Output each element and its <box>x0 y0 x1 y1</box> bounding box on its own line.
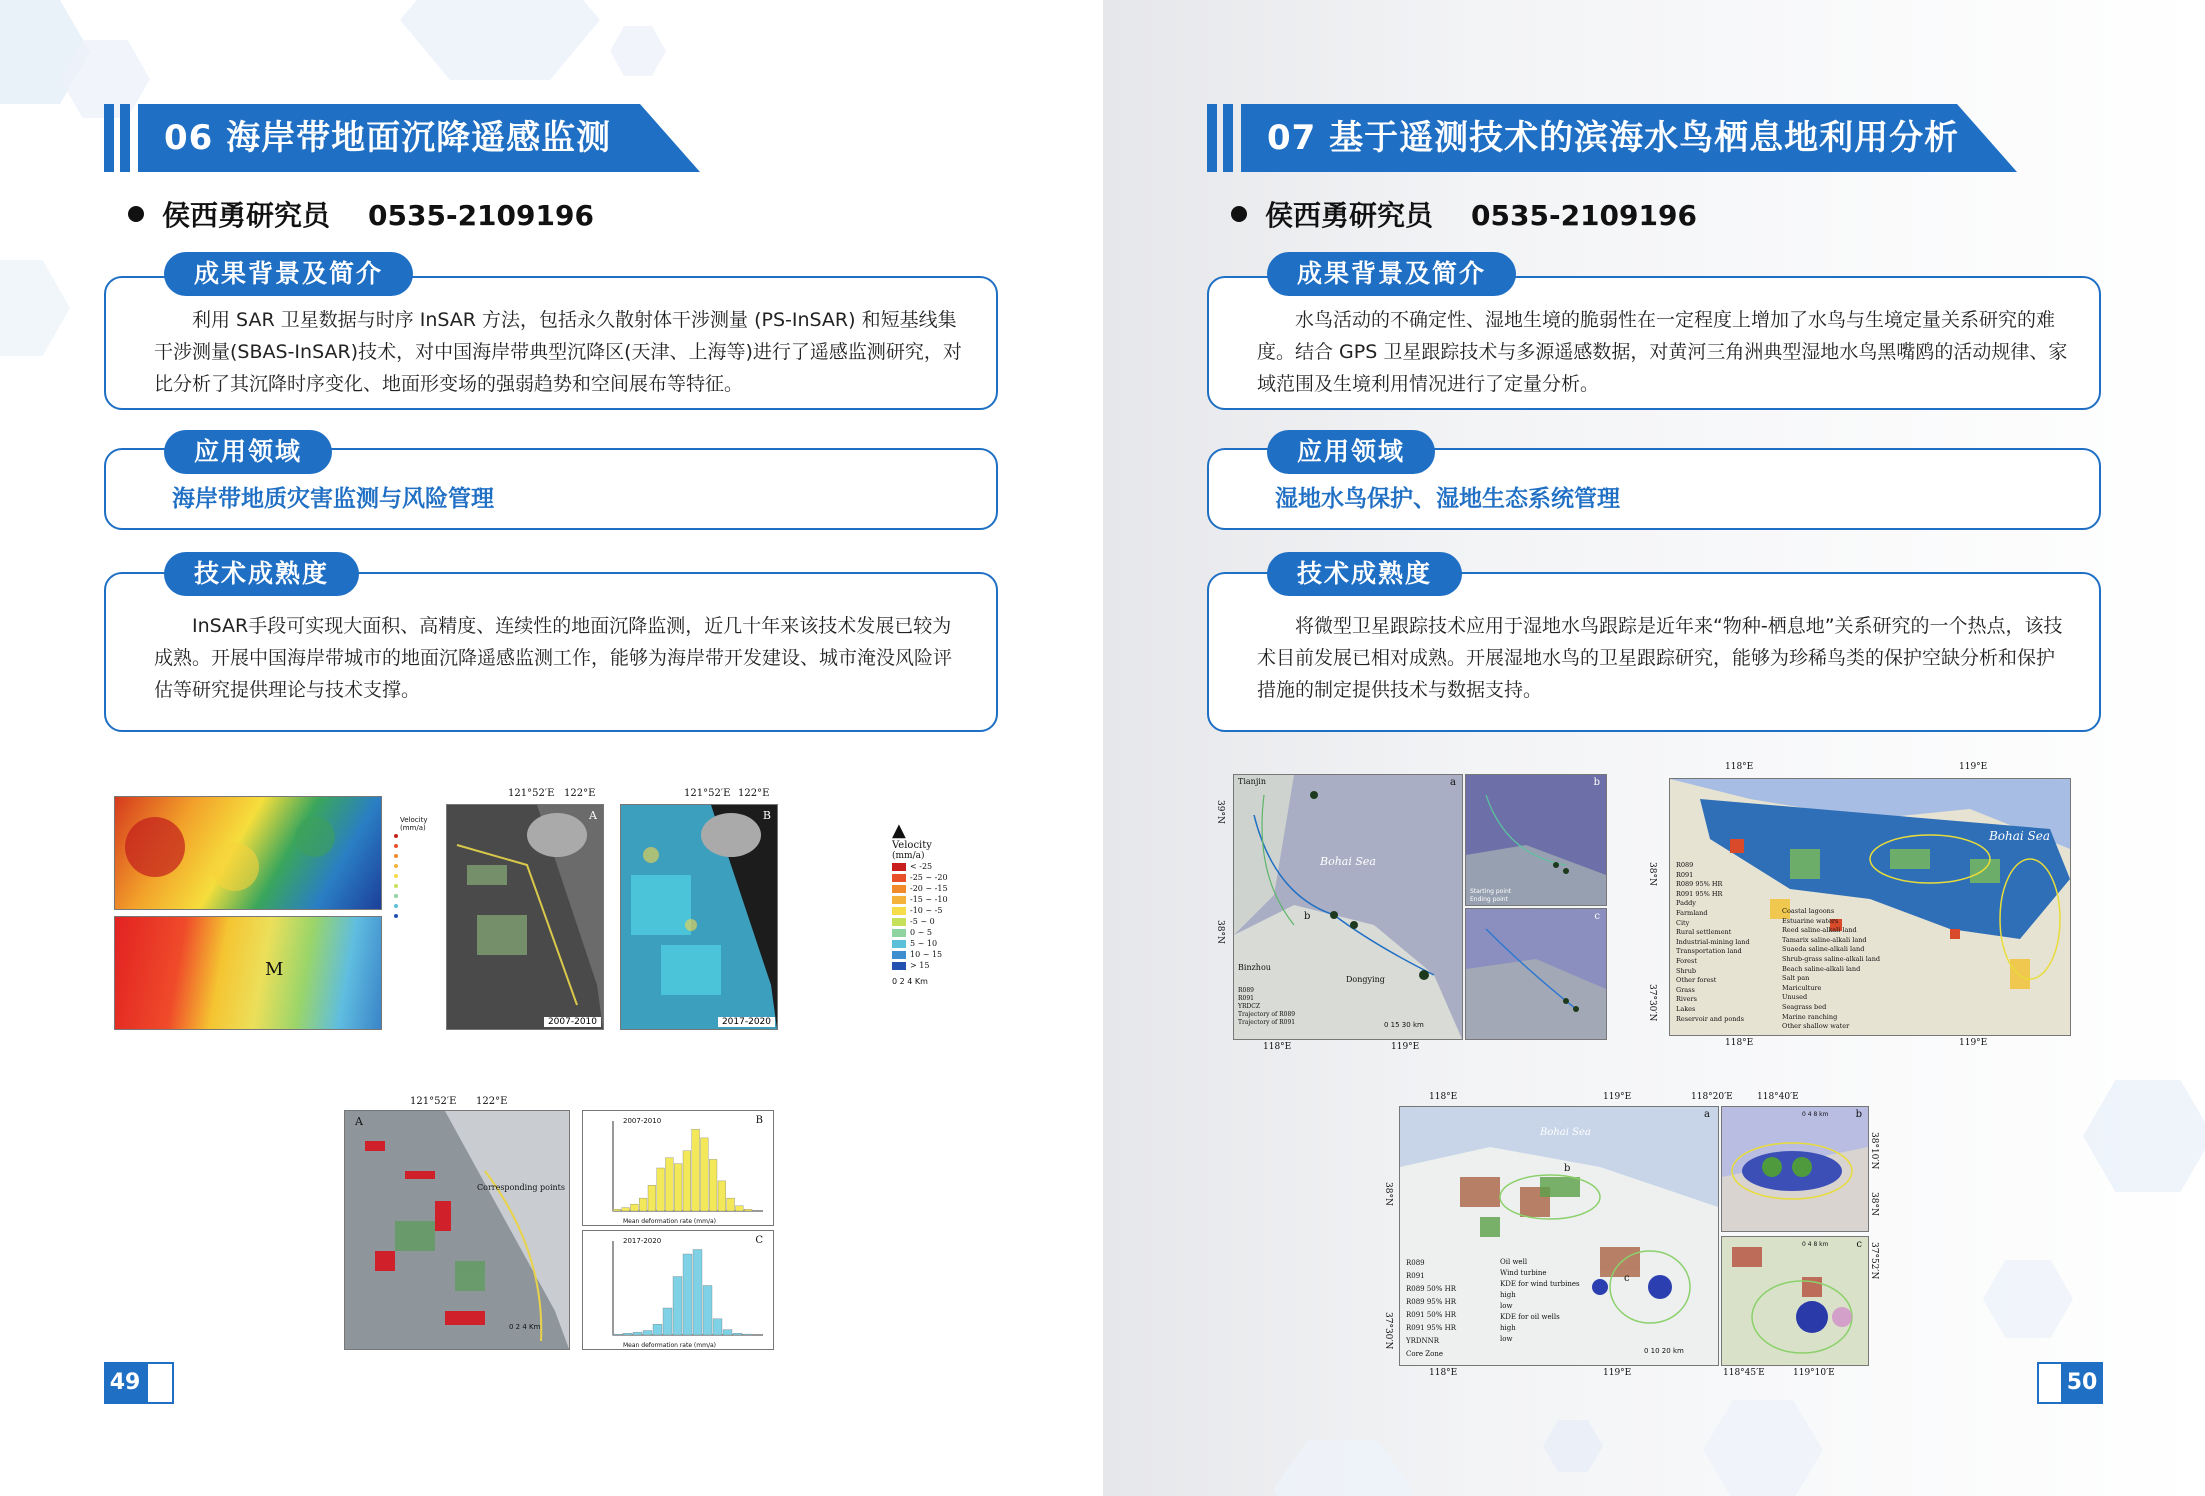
maturity-tag: 技术成熟度 <box>164 552 359 596</box>
x-axis-label: Mean deformation rate (mm/a) <box>623 1342 716 1349</box>
legend-item: Tamarix saline-alkali land <box>1782 935 1867 944</box>
histogram-bar <box>701 1138 709 1211</box>
histogram-bar <box>733 1333 742 1335</box>
lon-label: 121°52′E <box>684 788 731 799</box>
figure-trajectories <box>1215 770 1600 1060</box>
section-title-bar <box>1207 104 2017 172</box>
trajectory-inset-b <box>1465 774 1607 906</box>
mini-legend-title: Velocity (mm/a) <box>400 816 428 832</box>
legend-item: Beach saline-alkali land <box>1782 964 1861 973</box>
maturity-text: InSAR手段可实现大面积、高精度、连续性的地面沉降监测，近几十年来该技术发展已较为成熟。开展中国海岸带城市的地面沉降遥感监测工作，能够为海岸带开发建设、城市淹没风险评估等研究提供理论与技术支撑。 <box>154 615 953 701</box>
background-tag: 成果背景及简介 <box>1267 252 1516 296</box>
scale-bar: 0 10 20 km <box>1644 1347 1684 1355</box>
subsidence-map-a <box>446 804 604 1030</box>
histogram-bar <box>613 1209 621 1211</box>
histogram-bar <box>639 1198 647 1211</box>
legend-label: -15 ~ -10 <box>910 895 948 904</box>
legend-item: Rivers <box>1676 995 1697 1004</box>
histogram-bar <box>723 1330 732 1335</box>
legend-label: -25 ~ -20 <box>910 873 948 882</box>
legend-swatch <box>892 940 906 948</box>
legend-item: R091 <box>1676 870 1694 879</box>
legend-item: City <box>1676 918 1690 927</box>
legend-item: R091 <box>1406 1272 1425 1280</box>
contact-line <box>1231 194 1697 234</box>
scale-bar: 0 4 8 km <box>1802 1241 1829 1248</box>
legend-swatch <box>892 907 906 915</box>
panel-label: b <box>1593 777 1600 788</box>
legend-item: Oil well <box>1500 1258 1528 1266</box>
legend-label: > 15 <box>910 961 930 970</box>
legend-item: low <box>1500 1335 1513 1343</box>
corresponding-points-label: Corresponding points <box>477 1183 565 1192</box>
section-title-bar <box>104 104 700 172</box>
panel-label: B <box>755 1115 763 1126</box>
lon-label: 118°E <box>1725 762 1754 772</box>
place-label: Binzhou <box>1238 963 1271 972</box>
lat-label: 38°N <box>1215 920 1225 944</box>
kde-legend-2 <box>1500 1257 1580 1345</box>
legend-item: R089 50% HR <box>1406 1285 1457 1293</box>
x-axis-label: Mean deformation rate (mm/a) <box>623 1218 716 1225</box>
legend-label: 10 ~ 15 <box>910 950 943 959</box>
lon-label: 118°40′E <box>1757 1092 1799 1102</box>
legend-item: KDE for oil wells <box>1500 1313 1560 1321</box>
background-tag: 成果背景及简介 <box>164 252 413 296</box>
researcher-name: 侯西勇研究员 <box>162 199 331 232</box>
histogram-2017-2020 <box>582 1230 774 1350</box>
sea-label: Bohai Sea <box>1320 855 1376 868</box>
histogram-bar <box>709 1159 717 1211</box>
histogram-bar <box>727 1198 735 1211</box>
legend-item: KDE for wind turbines <box>1500 1280 1580 1288</box>
legend-item: R089 95% HR <box>1406 1298 1457 1306</box>
legend-item: Paddy <box>1676 899 1696 908</box>
legend-item: Marine ranching <box>1782 1012 1838 1021</box>
inset-label-m: M <box>265 959 284 980</box>
legend-items <box>892 861 992 971</box>
histogram-bar <box>643 1331 652 1336</box>
legend-unit: (mm/a) <box>892 851 925 861</box>
page-number <box>104 1362 170 1404</box>
lat-label: 38°N <box>1647 862 1657 886</box>
panel-label: A <box>355 1115 363 1128</box>
lon-label: 118°45′E <box>1723 1368 1765 1378</box>
application-tag: 应用领域 <box>1267 430 1435 474</box>
legend-item: Grass <box>1676 985 1695 994</box>
legend-item: Estuarine waters <box>1782 916 1839 925</box>
land-cover-legend-1 <box>1676 861 1750 1024</box>
kde-legend-1 <box>1406 1257 1456 1361</box>
trajectory-legend <box>1238 987 1295 1027</box>
histogram-bar <box>673 1277 682 1336</box>
lat-label: 37°30′N <box>1383 1312 1393 1350</box>
legend-item <box>892 949 992 960</box>
legend-label: -10 ~ -5 <box>910 906 943 915</box>
legend-item: Trajectory of R089 <box>1238 1011 1296 1018</box>
histogram-bar <box>666 1158 674 1211</box>
legend-item: R089 95% HR <box>1676 880 1723 889</box>
legend-label: 0 ~ 5 <box>910 928 932 937</box>
legend-item: Forest <box>1676 956 1697 965</box>
histogram-bar <box>718 1181 726 1211</box>
decor-hex <box>610 26 666 76</box>
legend-item <box>892 927 992 938</box>
legend-item: R089 <box>1676 861 1694 869</box>
corresponding-points-map <box>344 1110 570 1350</box>
legend-entry: 2017-2020 <box>623 1237 662 1245</box>
sea-label: Bohai Sea <box>1540 1127 1591 1138</box>
place-label: Dongying <box>1346 975 1385 984</box>
application-tag: 应用领域 <box>164 430 332 474</box>
histogram-bar <box>633 1332 642 1335</box>
velocity-legend <box>892 822 992 1022</box>
figure-kde <box>1363 1092 1883 1382</box>
lon-label: 118°E <box>1263 1042 1292 1052</box>
legend-entry: Ending point <box>1470 896 1508 903</box>
lat-label: 38°10′N <box>1869 1132 1879 1170</box>
histogram-bar <box>703 1286 712 1336</box>
legend-item <box>892 883 992 894</box>
lat-label: 38°N <box>1383 1182 1393 1206</box>
inset-label: b <box>1564 1163 1571 1174</box>
legend-item: Transportation land <box>1676 947 1742 956</box>
mini-legend <box>390 816 438 936</box>
legend-label: 5 ~ 10 <box>910 939 938 948</box>
legend-entry: 2007-2010 <box>623 1117 662 1125</box>
panel-label: C <box>755 1235 763 1246</box>
legend-item: Farmland <box>1676 908 1708 917</box>
legend-item: Trajectory of R091 <box>1238 1019 1296 1026</box>
legend-item: YRDNNR <box>1406 1337 1440 1345</box>
legend-item: Other shallow water <box>1782 1022 1850 1031</box>
lon-label: 121°52′E <box>410 1096 457 1107</box>
legend-item: Suaeda saline-alkali land <box>1782 945 1865 954</box>
legend-item: R089 <box>1406 1259 1425 1267</box>
kde-map-b <box>1721 1106 1869 1232</box>
decor-hex <box>1703 1400 1823 1496</box>
lat-label: 37°52′N <box>1869 1242 1879 1280</box>
lon-label: 119°E <box>1959 762 1988 772</box>
maturity-text: 将微型卫星跟踪技术应用于湿地水鸟跟踪是近年来“物种-栖息地”关系研究的一个热点，该技术目前发展已相对成熟。开展湿地水鸟的卫星跟踪研究，能够为珍稀鸟类的保护空缺分析和保护措施的制定提供技术与数据支持。 <box>1257 615 2063 701</box>
legend-item: Reservoir and ponds <box>1676 1014 1744 1023</box>
researcher-name: 侯西勇研究员 <box>1265 199 1434 232</box>
lon-label: 122°E <box>564 788 596 799</box>
legend-swatch <box>892 918 906 926</box>
subsidence-map-b <box>620 804 778 1030</box>
legend-item: YRDCZ <box>1238 1003 1261 1010</box>
background-text: 利用 SAR 卫星数据与时序 InSAR 方法，包括永久散射体干涉测量 (PS-InSAR) 和短基线集干涉测量(SBAS-InSAR)技术，对中国海岸带典型沉降区(天津、上海等)进行了遥感监测研究，对比分析了其沉降时序变化、地面形变场的强弱趋势和空间展布等特征。 <box>154 309 962 395</box>
legend-item: low <box>1500 1302 1513 1310</box>
trajectory-inset-c <box>1465 908 1607 1040</box>
legend-item: R089 <box>1238 987 1254 994</box>
bullet-icon <box>128 206 144 222</box>
legend-item <box>892 861 992 872</box>
legend-swatch <box>892 896 906 904</box>
application-text: 湿地水鸟保护、湿地生态系统管理 <box>1275 486 1620 512</box>
histogram-bar <box>683 1151 691 1211</box>
lat-label: 37°30′N <box>1647 984 1657 1022</box>
lon-label: 119°E <box>1603 1368 1632 1378</box>
legend-item: Reed saline-alkali land <box>1782 926 1857 935</box>
application-text: 海岸带地质灾害监测与风险管理 <box>172 486 494 512</box>
legend-item: R091 95% HR <box>1406 1324 1457 1332</box>
legend-item: high <box>1500 1291 1516 1299</box>
land-cover-map <box>1669 778 2071 1036</box>
north-arrow-icon: ▲ <box>892 820 906 841</box>
legend-item: Mariculture <box>1782 983 1822 992</box>
legend-item <box>892 960 992 971</box>
panel-label: c <box>1856 1239 1862 1250</box>
histogram-bar <box>631 1204 639 1211</box>
legend-swatch <box>892 863 906 871</box>
decor-hex <box>400 0 600 80</box>
histogram-bar <box>743 1334 752 1335</box>
legend-label: < -25 <box>910 862 933 871</box>
lat-label: 39°N <box>1215 800 1225 824</box>
section-title: 07 基于遥测技术的滨海水鸟栖息地利用分析 <box>1267 118 1960 158</box>
histogram-bar <box>713 1319 722 1335</box>
legend-item: Shrub-grass saline-alkali land <box>1782 954 1881 963</box>
period-label: 2007-2010 <box>544 1017 601 1027</box>
panel-label: a <box>1704 1109 1710 1120</box>
maturity-tag: 技术成熟度 <box>1267 552 1462 596</box>
land-cover-legend-2 <box>1782 907 1880 1032</box>
legend-item <box>892 905 992 916</box>
legend-item: Unused <box>1782 993 1808 1002</box>
histogram-bar <box>623 1333 632 1335</box>
legend-item: Coastal lagoons <box>1782 907 1835 915</box>
lon-label: 122°E <box>738 788 770 799</box>
panel-label: B <box>762 809 771 822</box>
contact-line <box>128 194 594 234</box>
histogram-bar <box>674 1164 682 1211</box>
figure-land-cover <box>1633 762 2107 1052</box>
histogram-bar <box>736 1206 744 1211</box>
histogram-bar <box>692 1129 700 1211</box>
background-text: 水鸟活动的不确定性、湿地生境的脆弱性在一定程度上增加了水鸟与生境定量关系研究的难度。结合 GPS 卫星跟踪技术与多源遥感数据，对黄河三角洲典型湿地水鸟黑嘴鸥的活动规律、家域范围及生境利用情况进行了定量分析。 <box>1257 309 2068 395</box>
phone-number: 0535-2109196 <box>368 199 594 232</box>
legend-item: Rural settlement <box>1676 928 1732 937</box>
decor-hex <box>1543 1420 1603 1472</box>
scale-bar: 0 2 4 Km <box>892 977 928 986</box>
legend-item: Wind turbine <box>1500 1269 1547 1277</box>
panel-label: a <box>1450 777 1456 788</box>
lon-label: 118°E <box>1725 1038 1754 1048</box>
bullet-icon <box>1231 206 1247 222</box>
histogram-bar <box>657 1168 665 1211</box>
legend-entry: Starting point <box>1470 888 1512 895</box>
legend-item <box>892 894 992 905</box>
maturity-box <box>104 572 998 732</box>
lon-label: 119°E <box>1959 1038 1988 1048</box>
lon-label: 122°E <box>476 1096 508 1107</box>
panel-label: c <box>1594 911 1600 922</box>
kde-map-c <box>1721 1236 1869 1366</box>
panel-label: b <box>1855 1109 1862 1120</box>
legend-item: Salt pan <box>1782 974 1810 983</box>
scale-bar: 0 2 4 Km <box>509 1323 541 1331</box>
histogram-bar <box>613 1334 622 1335</box>
lat-label: 38°N <box>1869 1192 1879 1216</box>
legend-swatch <box>892 874 906 882</box>
panel-label: A <box>589 809 597 822</box>
legend-item: Seagrass bed <box>1782 1002 1827 1011</box>
histogram-bar <box>653 1324 662 1335</box>
legend-item: Other forest <box>1676 976 1717 985</box>
lon-label: 119°10′E <box>1793 1368 1835 1378</box>
legend-label: -5 ~ 0 <box>910 917 935 926</box>
page-number-value: 50 <box>2061 1362 2103 1404</box>
decor-hex <box>1983 1260 2073 1338</box>
histogram-bar <box>622 1208 630 1211</box>
figure-histograms <box>320 1096 770 1352</box>
legend-title: Velocity <box>892 840 932 851</box>
legend-item: high <box>1500 1324 1516 1332</box>
histogram-bar <box>744 1209 752 1211</box>
place-label: Tianjin <box>1238 777 1267 786</box>
legend-swatch <box>892 951 906 959</box>
legend-item: R091 95% HR <box>1676 889 1723 898</box>
histogram-bar <box>663 1308 672 1335</box>
legend-item: Shrub <box>1676 966 1697 975</box>
histogram-2007-2010 <box>582 1110 774 1226</box>
legend-item: R091 50% HR <box>1406 1311 1457 1319</box>
section-title: 06 海岸带地面沉降遥感监测 <box>164 118 612 158</box>
velocity-map-top <box>114 796 382 910</box>
lon-label: 121°52′E <box>508 788 555 799</box>
page-number-value: 49 <box>104 1362 146 1404</box>
trajectory-map-a <box>1233 774 1463 1040</box>
maturity-box <box>1207 572 2101 732</box>
kde-map-a <box>1399 1106 1719 1366</box>
decor-hex <box>0 260 70 356</box>
legend-label: -20 ~ -15 <box>910 884 948 893</box>
sea-label: Bohai Sea <box>1988 829 2050 843</box>
lon-label: 118°E <box>1429 1092 1458 1102</box>
velocity-map-bottom <box>114 916 382 1030</box>
legend-item: Industrial-mining land <box>1676 937 1750 946</box>
legend-swatch <box>892 885 906 893</box>
legend-swatch <box>892 962 906 970</box>
lon-label: 119°E <box>1391 1042 1420 1052</box>
figure-velocity-maps <box>108 786 998 1036</box>
legend-swatch <box>892 929 906 937</box>
decor-hex <box>1273 1440 1413 1496</box>
lon-label: 118°20′E <box>1691 1092 1733 1102</box>
lon-label: 119°E <box>1603 1092 1632 1102</box>
decor-hex <box>2083 1080 2205 1192</box>
legend-item <box>892 916 992 927</box>
background-box <box>1207 276 2101 410</box>
inset-label: c <box>1624 1273 1630 1284</box>
period-label: 2017-2020 <box>718 1017 775 1027</box>
legend-item <box>892 872 992 883</box>
legend-item <box>892 938 992 949</box>
right-page <box>1103 0 2205 1496</box>
histogram-bar <box>683 1254 692 1335</box>
phone-number: 0535-2109196 <box>1471 199 1697 232</box>
legend-item: Lakes <box>1676 1004 1696 1013</box>
inset-label: b <box>1304 911 1311 922</box>
histogram-bar <box>648 1185 656 1211</box>
scale-bar: 0 4 8 km <box>1802 1111 1829 1118</box>
legend-item: R091 <box>1238 995 1254 1002</box>
background-box <box>104 276 998 410</box>
scale-bar: 0 15 30 km <box>1384 1021 1424 1029</box>
page-number <box>2037 1362 2103 1404</box>
legend-item: Core Zone <box>1406 1350 1444 1358</box>
histogram-bar <box>693 1250 702 1336</box>
lon-label: 118°E <box>1429 1368 1458 1378</box>
